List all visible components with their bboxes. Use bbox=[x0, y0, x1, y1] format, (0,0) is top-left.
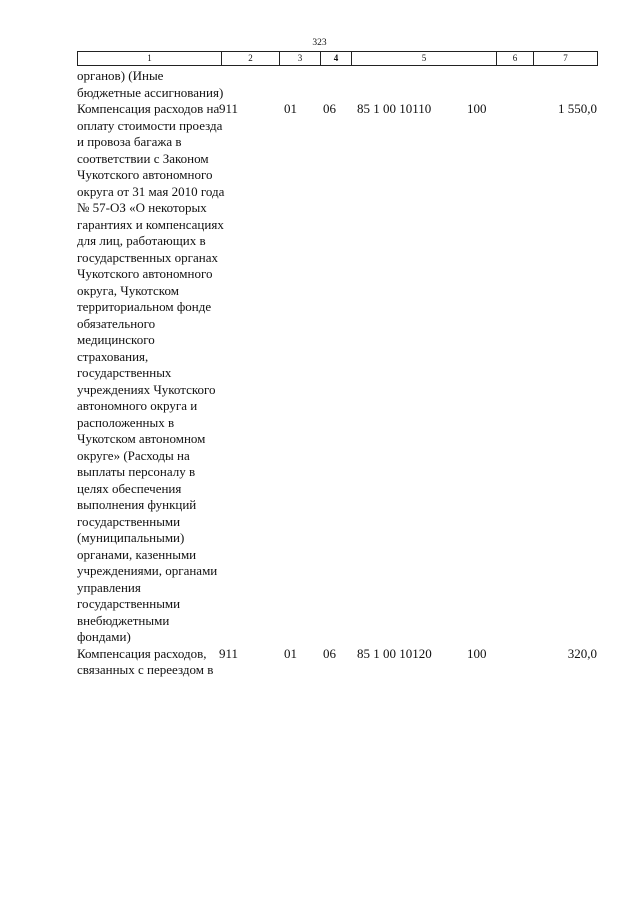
table-row bbox=[77, 68, 597, 101]
row-section-code: 01 bbox=[284, 101, 297, 116]
header-col-6: 6 bbox=[497, 52, 534, 66]
row-admin-code: 911 bbox=[219, 101, 239, 116]
row-expense-kind: 100 bbox=[467, 101, 487, 116]
row-section-code: 01 bbox=[284, 645, 297, 661]
row-article-code: 85 1 00 10110 bbox=[357, 101, 432, 116]
table-row bbox=[77, 646, 597, 679]
page-number: 323 bbox=[312, 38, 327, 48]
row-description: органов) (Иные бюджетные ассигнования) bbox=[77, 68, 224, 100]
row-article-code: 85 1 00 10120 bbox=[357, 645, 432, 661]
header-col-1: 1 bbox=[78, 52, 222, 66]
row-expense-kind: 100 bbox=[467, 645, 487, 661]
header-col-5: 5 bbox=[352, 52, 497, 66]
budget-table-body bbox=[77, 68, 597, 679]
header-col-7: 7 bbox=[534, 52, 598, 66]
table-row bbox=[77, 101, 597, 646]
header-col-3: 3 bbox=[280, 52, 321, 66]
header-col-2: 2 bbox=[222, 52, 280, 66]
row-subsection-code: 06 bbox=[323, 101, 336, 116]
column-number-header bbox=[77, 51, 598, 66]
row-description: Компенсация расходов, связанных с переездом в bbox=[77, 645, 214, 677]
header-row bbox=[78, 52, 598, 66]
row-sum: 1 550,0 bbox=[558, 101, 597, 116]
row-sum: 320,0 bbox=[567, 645, 597, 661]
row-subsection-code: 06 bbox=[323, 645, 336, 661]
row-admin-code: 911 bbox=[219, 645, 239, 661]
row-description: Компенсация расходов на оплату стоимости проезда и провоза багажа в соответствии с Законом Чукотского автономного округа от 31 мая 2010 года № 57-ОЗ «О некоторых гарантиях и компенсациях для лиц, работающих в государственных органах Чукотского автономного округа, Чукотском территориальном фонде обязательного медицинского страхования, государственных учреждениях Чукотского автономного округа и расположенных в Чукотском автономном округе» (Расходы на выплаты персоналу в целях обеспечения выполнения функций государственными (муниципальными) органами, казенными учреждениями, органами управления государственными внебюджетными фондами) bbox=[77, 101, 225, 644]
header-col-4: 4 bbox=[321, 52, 352, 66]
